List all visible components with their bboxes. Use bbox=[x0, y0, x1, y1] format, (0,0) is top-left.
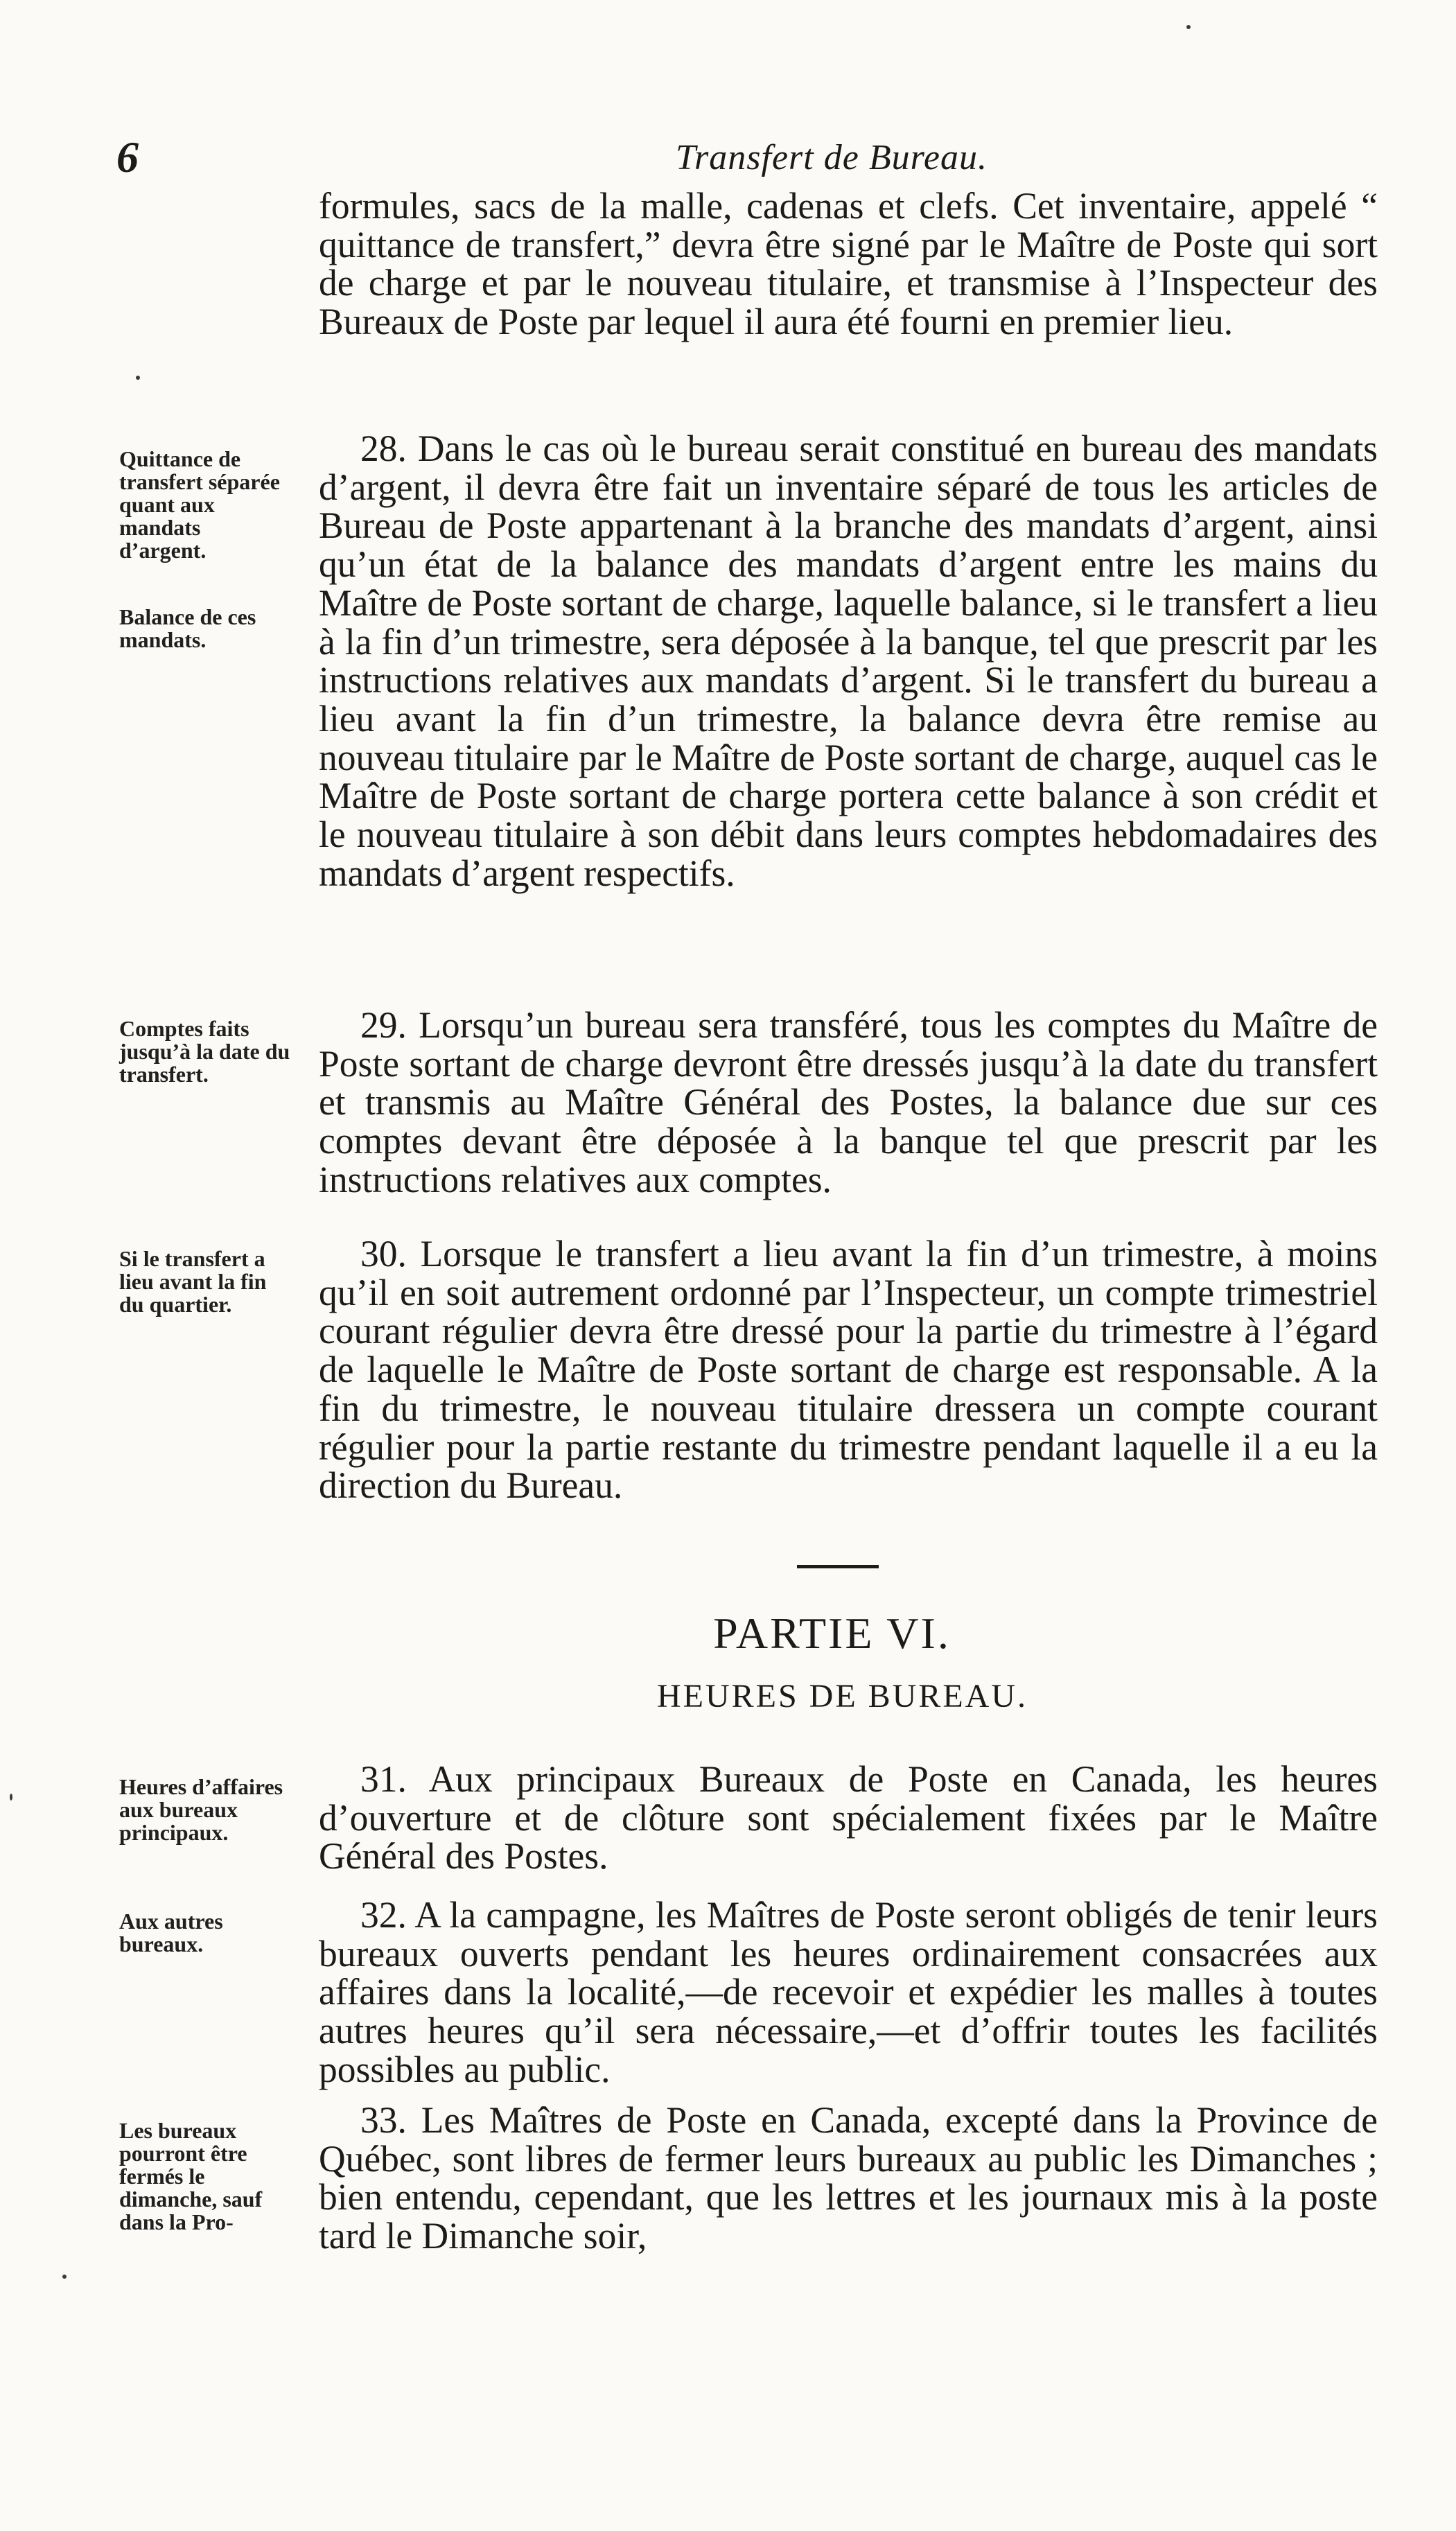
paragraph-text: Dans le cas où le bureau serait constitué en bureau des mandats d’argent, il devra être fait un inventaire séparé de tous les articles de Bureau de Poste appartenant à la branche des mandats d’argent, ainsi qu’un état de la balance des mandats d’argent entre les mains du Maître de Poste sortant de charge, laquelle balance, si le transfert a lieu à la fin d’un trimestre, sera déposée à la banque, tel que prescrit par les instructions relatives aux mandats d’argent. Si le transfert du bureau a lieu avant la fin d’un trimestre, la balance devra être remise au nouveau titulaire par le Maître de Poste sortant de charge, auquel cas le Maître de Poste sortant de charge portera cette balance à son crédit et le nouveau titulaire à son débit dans leurs comptes hebdomadaires des mandats d’argent respectifs. bbox=[319, 428, 1378, 894]
paragraph-28 bbox=[319, 430, 1378, 893]
paragraph-text: Les Maîtres de Poste en Canada, excepté dans la Province de Québec, sont libres de fermer leurs bureaux au public les Dimanches ; bien entendu, cependant, que les lettres et les journaux mis à la poste tard le Dimanche soir, bbox=[319, 2099, 1378, 2257]
paragraph-29 bbox=[319, 1006, 1378, 1200]
section-title: HEURES DE BUREAU. bbox=[656, 1678, 1028, 1715]
paragraph-number: 30. bbox=[360, 1233, 407, 1275]
paper-speck bbox=[136, 376, 140, 380]
paper-speck bbox=[10, 1794, 12, 1801]
page-header bbox=[0, 132, 1456, 187]
paragraph-number: 31. bbox=[360, 1758, 407, 1800]
paragraph-33 bbox=[319, 2101, 1378, 2256]
paragraph-text: Aux principaux Bureaux de Poste en Canada, les heures d’ouverture et de clôture sont spécialement fixées par le Maître Général des Postes. bbox=[319, 1758, 1378, 1877]
paragraph-number: 28. bbox=[360, 428, 407, 469]
margin-note-quittance: Quittance de transfert séparée quant aux mandats d’argent. bbox=[119, 446, 280, 563]
paragraph-31 bbox=[319, 1760, 1378, 1876]
paragraph-32 bbox=[319, 1896, 1378, 2090]
margin-note-transfert: Si le transfert a lieu avant la fin du quartier. bbox=[119, 1246, 267, 1317]
section-divider bbox=[797, 1565, 879, 1568]
paragraph-continuation: formules, sacs de la malle, cadenas et clefs. Cet inventaire, appelé “ quittance de transfert,” devra être signé par le Maître de Poste qui sort de charge et par le nouveau titulaire, et transmise à l’Inspecteur des Bureaux de Poste par lequel il aura été fourni en premier lieu. bbox=[319, 185, 1378, 343]
page-number: 6 bbox=[116, 132, 139, 182]
paragraph-text: Lorsqu’un bureau sera transféré, tous les comptes du Maître de Poste sortant de charge devront être dressés jusqu’à la date du transfert et transmis au Maître Général des Postes, la balance due sur ces comptes devant être déposée à la banque tel que prescrit par les instructions relatives aux comptes. bbox=[319, 1004, 1378, 1200]
paper-speck bbox=[62, 2275, 67, 2279]
margin-note-dimanche: Les bureaux pourront être fermés le dimanche, sauf dans la Pro- bbox=[119, 2118, 263, 2234]
margin-note-balance: Balance de ces mandats. bbox=[119, 604, 256, 652]
paragraph-text: A la campagne, les Maîtres de Poste seront obligés de tenir leurs bureaux ouverts pendant les heures ordinairement consacrées aux affaires dans la localité,—de recevoir et expédier les malles à toutes autres heures qu’il sera nécessaire,—et d’offrir toutes les facilités possibles au public. bbox=[319, 1894, 1378, 2090]
margin-note-autres: Aux autres bureaux. bbox=[119, 1909, 223, 1956]
paragraph-30 bbox=[319, 1235, 1378, 1505]
part-title: PARTIE VI. bbox=[713, 1609, 951, 1658]
paragraph-number: 33. bbox=[360, 2099, 407, 2141]
paragraph-text: Lorsque le transfert a lieu avant la fin d’un trimestre, à moins qu’il en soit autrement ordonné par l’Inspecteur, un compte trimestriel courant régulier devra être dressé pour la partie du trimestre à l’égard de laquelle le Maître de Poste sortant de charge est responsable. A la fin du trimestre, le nouveau titulaire dressera un compte courant régulier pour la partie restante du trimestre pendant laquelle il a eu la direction du Bureau. bbox=[319, 1233, 1378, 1507]
paragraph-number: 29. bbox=[360, 1004, 407, 1046]
margin-note-comptes: Comptes faits jusqu’à la date du transfert. bbox=[119, 1016, 290, 1087]
running-title: Transfert de Bureau. bbox=[676, 138, 988, 177]
paragraph-number: 32. bbox=[360, 1894, 407, 1936]
margin-note-heures: Heures d’affaires aux bureaux principaux. bbox=[119, 1774, 283, 1845]
paper-speck bbox=[1186, 25, 1191, 29]
